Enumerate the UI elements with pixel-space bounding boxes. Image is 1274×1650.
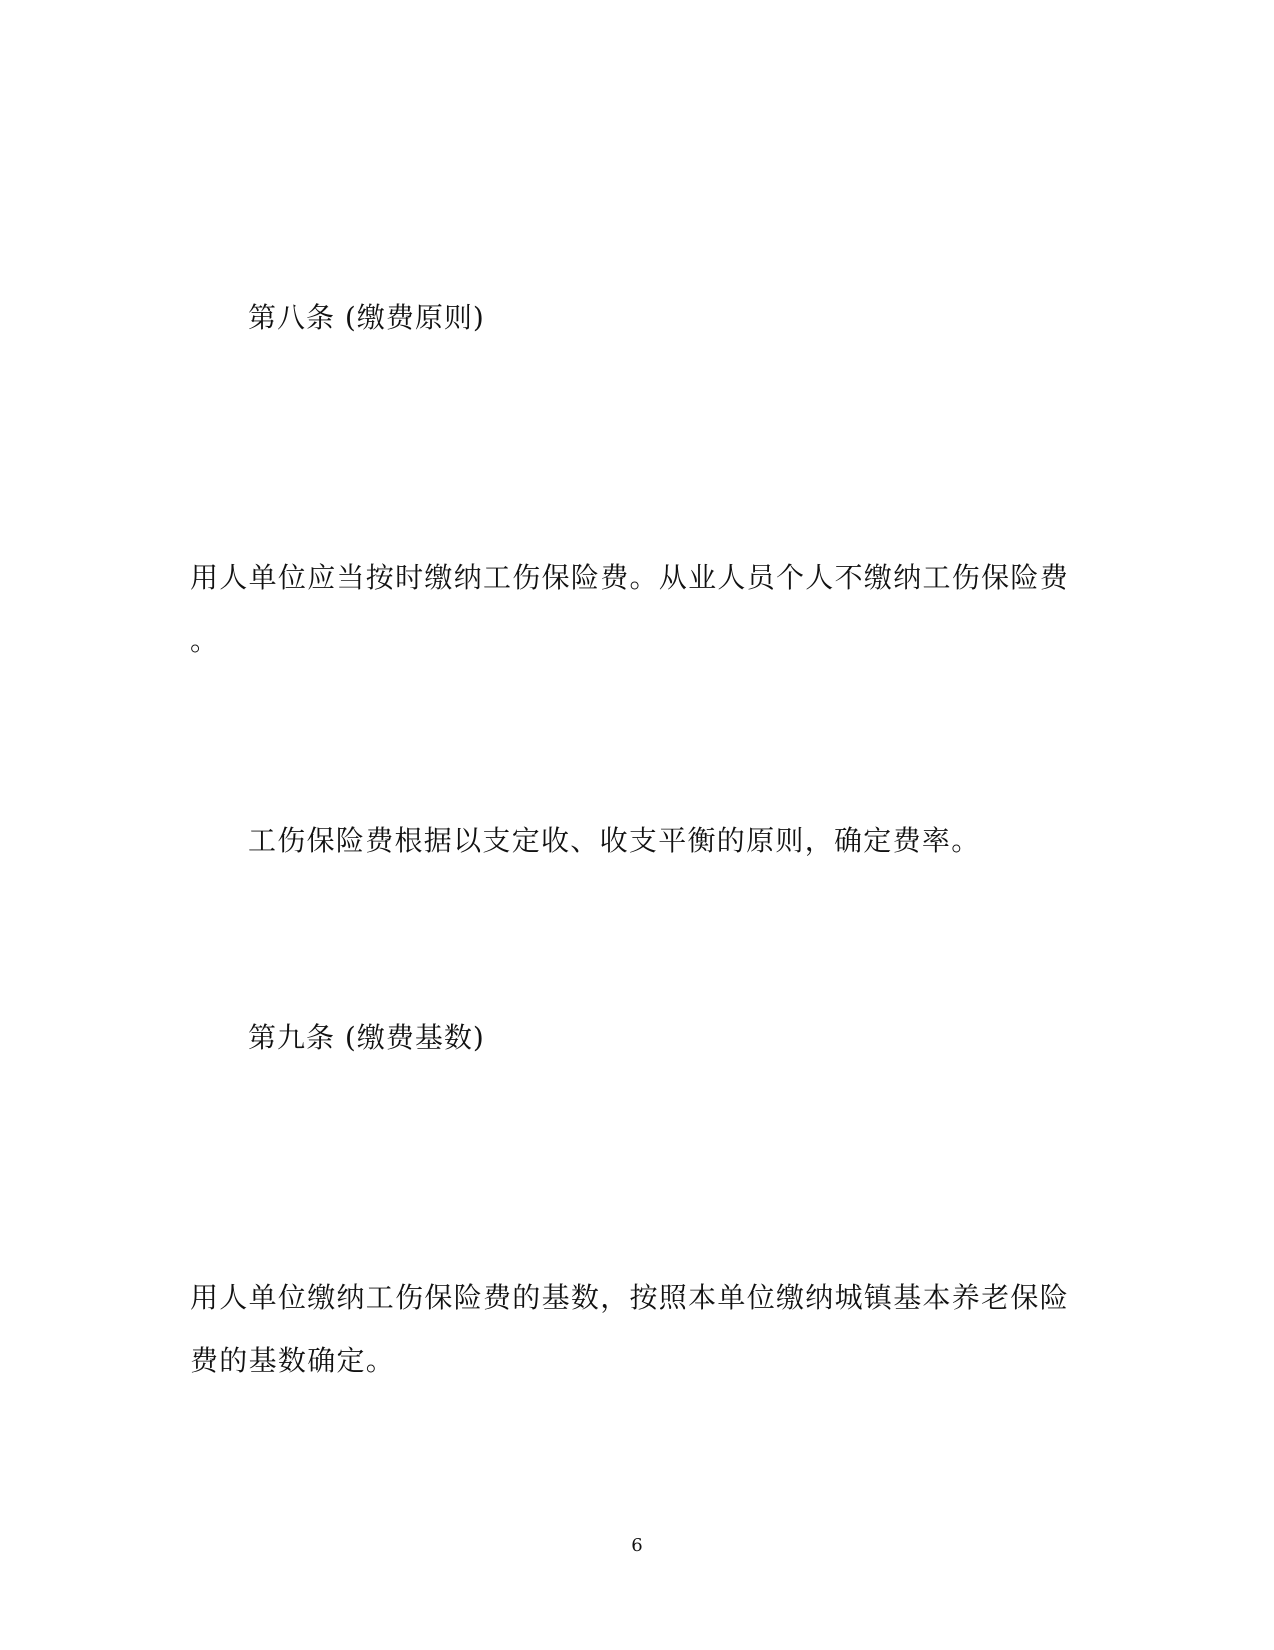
- page-number: 6: [631, 1535, 643, 1556]
- article-9-heading: 第九条 (缴费基数): [248, 1021, 485, 1054]
- article-9-paragraph-1-line-1: 用人单位缴纳工伤保险费的基数，按照本单位缴纳城镇基本养老保险: [190, 1281, 1070, 1314]
- article-8-heading: 第八条 (缴费原则): [248, 301, 485, 334]
- article-8-paragraph-1-line-2: 。: [190, 624, 220, 657]
- article-8-paragraph-1-line-1: 用人单位应当按时缴纳工伤保险费。从业人员个人不缴纳工伤保险费: [190, 561, 1070, 594]
- article-9-paragraph-1-line-2: 费的基数确定。: [190, 1344, 396, 1377]
- article-8-paragraph-2: 工伤保险费根据以支定收、收支平衡的原则，确定费率。: [248, 824, 981, 857]
